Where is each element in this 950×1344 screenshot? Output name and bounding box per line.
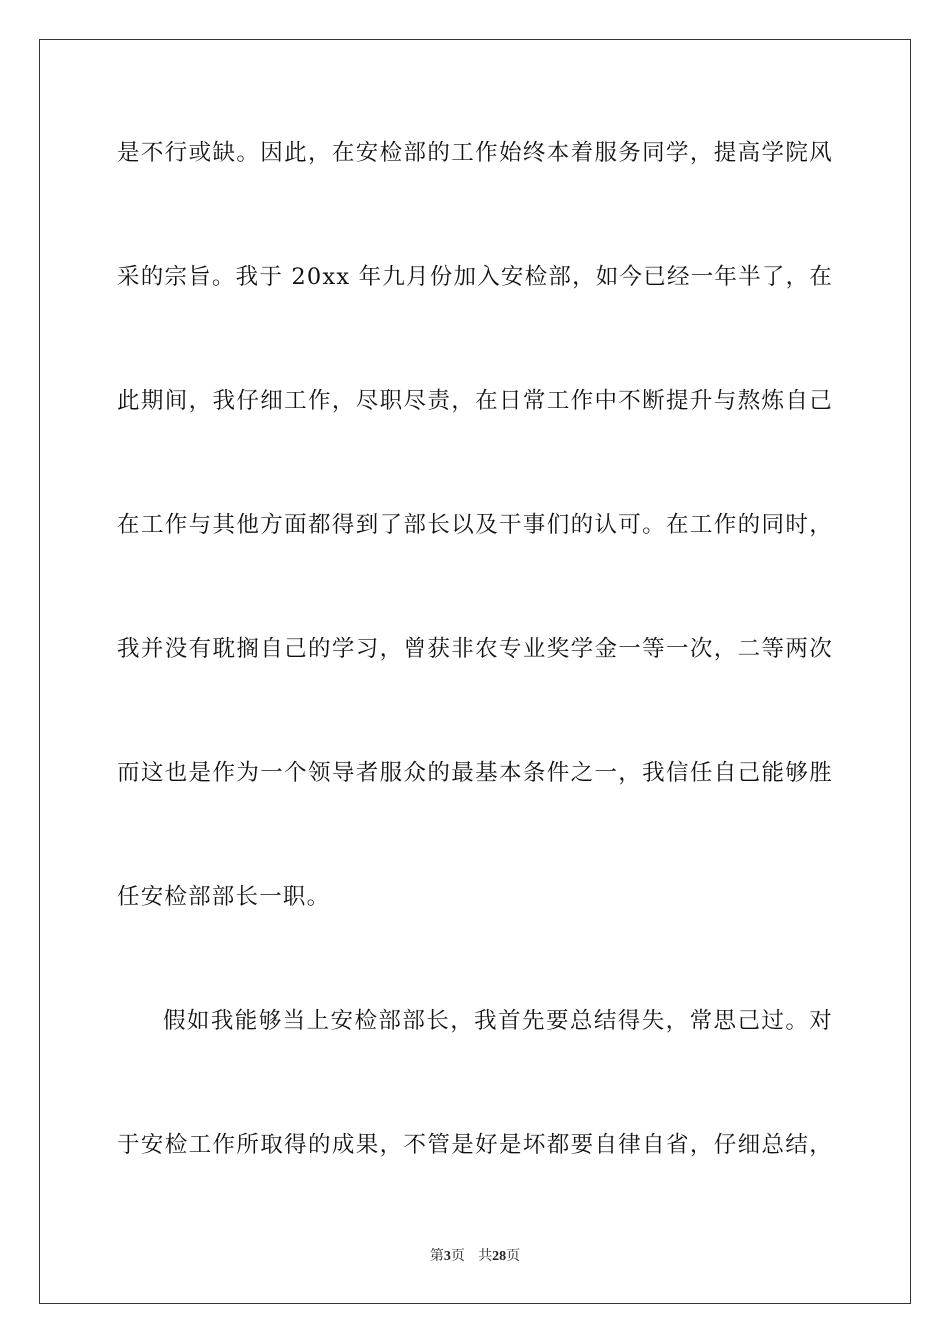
page-prefix: 第 — [429, 1248, 444, 1264]
total-pages: 28 — [492, 1249, 507, 1264]
body-text-line-2: 采的宗旨。我于 20xx 年九月份加入安检部，如今已经一年半了，在 — [117, 264, 833, 290]
page-suffix: 页 — [450, 1248, 465, 1264]
body-text-line-3: 此期间，我仔细工作，尽职尽责，在日常工作中不断提升与熬炼自己 — [117, 388, 833, 414]
body-text-line-7: 任安检部部长一职。 — [117, 884, 331, 910]
body-text-line-6: 而这也是作为一个领导者服众的最基本条件之一，我信任自己能够胜 — [117, 760, 833, 786]
paragraph-first-line: 假如我能够当上安检部部长，我首先要总结得失，常思己过。对 — [163, 1008, 833, 1034]
body-text-line-4: 在工作与其他方面都得到了部长以及干事们的认可。在工作的同时， — [117, 512, 833, 538]
total-suffix: 页 — [506, 1248, 521, 1264]
total-prefix: 共 — [478, 1248, 493, 1264]
body-text-line-1: 是不行或缺。因此，在安检部的工作始终本着服务同学，提高学院风 — [117, 140, 833, 166]
page-footer — [0, 1247, 950, 1266]
body-text-line-5: 我并没有耽搁自己的学习，曾获非农专业奖学金一等一次，二等两次 — [117, 636, 833, 662]
page-number: 3 — [443, 1249, 451, 1264]
body-text-line-9: 于安检工作所取得的成果，不管是好是坏都要自律自省，仔细总结， — [117, 1132, 833, 1158]
page-border — [39, 39, 911, 1304]
